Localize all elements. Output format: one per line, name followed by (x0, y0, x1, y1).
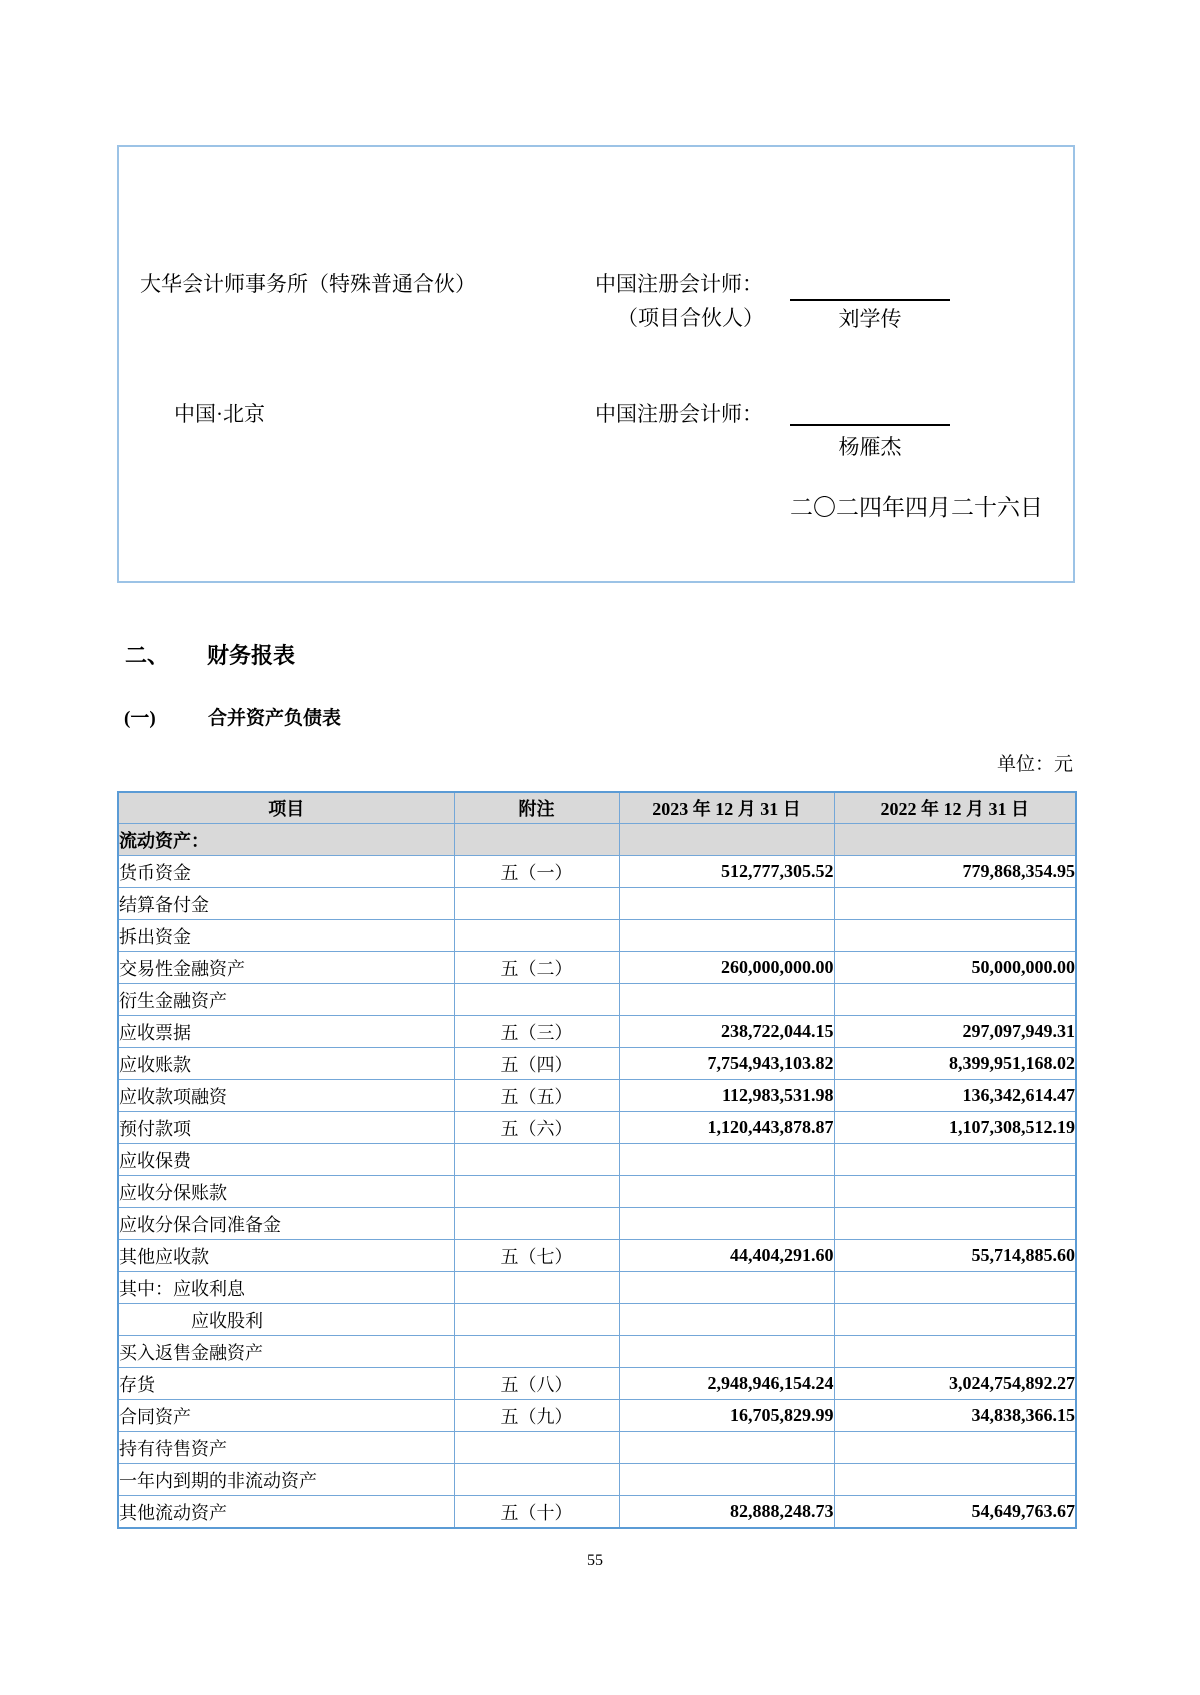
value-2023-cell (619, 984, 834, 1016)
value-2023-cell (619, 1464, 834, 1496)
unit-label: 单位：元 (996, 754, 1073, 775)
value-2023-cell (619, 888, 834, 920)
value-2023-cell: 1,120,443,878.87 (619, 1112, 834, 1144)
item-cell: 持有待售资产 (118, 1432, 454, 1464)
table-row (118, 1176, 1076, 1208)
note-cell (454, 1304, 619, 1336)
value-2022-cell (834, 824, 1076, 856)
item-cell: 衍生金融资产 (118, 984, 454, 1016)
value-2023-cell: 7,754,943,103.82 (619, 1048, 834, 1080)
item-cell: 其中：应收利息 (118, 1272, 454, 1304)
note-cell: 五（四） (454, 1048, 619, 1080)
note-cell: 五（八） (454, 1368, 619, 1400)
value-2022-cell: 136,342,614.47 (834, 1080, 1076, 1112)
note-cell (454, 984, 619, 1016)
value-2022-cell: 34,838,366.15 (834, 1400, 1076, 1432)
table-row (118, 1112, 1076, 1144)
table-row (118, 920, 1076, 952)
note-cell (454, 824, 619, 856)
value-2023-cell (619, 1144, 834, 1176)
value-2023-cell (619, 1208, 834, 1240)
value-2023-cell: 260,000,000.00 (619, 952, 834, 984)
cpa-label-1: 中国注册会计师： (595, 272, 763, 296)
note-cell (454, 1208, 619, 1240)
item-cell: 应收票据 (118, 1016, 454, 1048)
table-row (118, 1048, 1076, 1080)
note-cell: 五（五） (454, 1080, 619, 1112)
section-title: 财务报表 (207, 643, 296, 668)
value-2023-cell (619, 1304, 834, 1336)
item-cell: 买入返售金融资产 (118, 1336, 454, 1368)
value-2023-cell (619, 824, 834, 856)
note-cell: 五（十） (454, 1496, 619, 1529)
table-row (118, 1080, 1076, 1112)
page-number: 55 (587, 1552, 603, 1569)
section-heading (125, 644, 295, 668)
table-row (118, 1208, 1076, 1240)
note-cell: 五（七） (454, 1240, 619, 1272)
item-cell: 应收股利 (118, 1304, 454, 1336)
value-2023-cell (619, 920, 834, 952)
item-cell: 流动资产： (118, 824, 454, 856)
item-cell: 拆出资金 (118, 920, 454, 952)
note-cell (454, 888, 619, 920)
value-2022-cell (834, 888, 1076, 920)
note-cell: 五（二） (454, 952, 619, 984)
header-item: 项目 (118, 792, 454, 824)
header-2023: 2023 年 12 月 31 日 (619, 792, 834, 824)
note-cell: 五（六） (454, 1112, 619, 1144)
item-cell: 合同资产 (118, 1400, 454, 1432)
firm-location: 中国·北京 (174, 402, 265, 426)
note-cell (454, 1432, 619, 1464)
table-row (118, 984, 1076, 1016)
note-cell (454, 1336, 619, 1368)
value-2022-cell (834, 1176, 1076, 1208)
value-2022-cell: 55,714,885.60 (834, 1240, 1076, 1272)
signature-box (117, 145, 1075, 583)
signer-name-1: 刘学传 (838, 307, 902, 331)
item-cell: 应收分保合同准备金 (118, 1208, 454, 1240)
note-cell (454, 1176, 619, 1208)
value-2023-cell: 44,404,291.60 (619, 1240, 834, 1272)
audit-firm-name: 大华会计师事务所（特殊普通合伙） (140, 272, 476, 296)
header-2022: 2022 年 12 月 31 日 (834, 792, 1076, 824)
value-2022-cell: 54,649,763.67 (834, 1496, 1076, 1529)
table-row (118, 1240, 1076, 1272)
value-2022-cell (834, 1272, 1076, 1304)
table-row (118, 1464, 1076, 1496)
item-cell: 应收保费 (118, 1144, 454, 1176)
item-cell: 存货 (118, 1368, 454, 1400)
cpa-label-2: 中国注册会计师： (595, 402, 763, 426)
note-cell (454, 920, 619, 952)
table-row (118, 1304, 1076, 1336)
note-cell (454, 1464, 619, 1496)
value-2023-cell (619, 1176, 834, 1208)
item-cell: 应收款项融资 (118, 1080, 454, 1112)
item-cell: 其他流动资产 (118, 1496, 454, 1529)
table-row (118, 1016, 1076, 1048)
report-date: 二〇二四年四月二十六日 (790, 495, 1043, 520)
signature-line-1 (790, 299, 950, 301)
table-row (118, 1336, 1076, 1368)
value-2022-cell (834, 1208, 1076, 1240)
value-2022-cell: 779,868,354.95 (834, 856, 1076, 888)
value-2023-cell: 82,888,248.73 (619, 1496, 834, 1529)
value-2022-cell (834, 984, 1076, 1016)
item-cell: 预付款项 (118, 1112, 454, 1144)
value-2022-cell (834, 1464, 1076, 1496)
subsection-title: 合并资产负债表 (208, 708, 342, 729)
section-number: 二、 (125, 643, 170, 668)
table-row (118, 1496, 1076, 1529)
item-cell: 应收分保账款 (118, 1176, 454, 1208)
value-2023-cell (619, 1272, 834, 1304)
value-2022-cell: 8,399,951,168.02 (834, 1048, 1076, 1080)
value-2022-cell: 3,024,754,892.27 (834, 1368, 1076, 1400)
subsection-number: (一) (124, 708, 156, 729)
table-row (118, 1144, 1076, 1176)
subsection-heading (124, 708, 341, 730)
note-cell (454, 1272, 619, 1304)
value-2022-cell (834, 1144, 1076, 1176)
value-2022-cell (834, 1304, 1076, 1336)
item-cell: 结算备付金 (118, 888, 454, 920)
item-cell: 交易性金融资产 (118, 952, 454, 984)
partner-label: （项目合伙人） (617, 306, 764, 330)
value-2022-cell: 297,097,949.31 (834, 1016, 1076, 1048)
table-row (118, 1272, 1076, 1304)
value-2023-cell: 16,705,829.99 (619, 1400, 834, 1432)
table-row (118, 856, 1076, 888)
note-cell (454, 1144, 619, 1176)
balance-sheet-table (117, 791, 1077, 1529)
table-row (118, 1400, 1076, 1432)
value-2023-cell: 512,777,305.52 (619, 856, 834, 888)
value-2023-cell: 238,722,044.15 (619, 1016, 834, 1048)
note-cell: 五（九） (454, 1400, 619, 1432)
value-2022-cell: 1,107,308,512.19 (834, 1112, 1076, 1144)
section-row (118, 824, 1076, 856)
value-2023-cell (619, 1432, 834, 1464)
value-2022-cell: 50,000,000.00 (834, 952, 1076, 984)
signer-name-2: 杨雁杰 (838, 435, 902, 459)
value-2023-cell: 2,948,946,154.24 (619, 1368, 834, 1400)
balance-sheet-body (118, 824, 1076, 1529)
value-2022-cell (834, 1336, 1076, 1368)
item-cell: 应收账款 (118, 1048, 454, 1080)
value-2022-cell (834, 920, 1076, 952)
note-cell: 五（一） (454, 856, 619, 888)
table-row (118, 952, 1076, 984)
item-cell: 一年内到期的非流动资产 (118, 1464, 454, 1496)
table-row (118, 1368, 1076, 1400)
table-row (118, 888, 1076, 920)
value-2022-cell (834, 1432, 1076, 1464)
note-cell: 五（三） (454, 1016, 619, 1048)
item-cell: 货币资金 (118, 856, 454, 888)
value-2023-cell: 112,983,531.98 (619, 1080, 834, 1112)
table-row (118, 1432, 1076, 1464)
item-cell: 其他应收款 (118, 1240, 454, 1272)
header-note: 附注 (454, 792, 619, 824)
table-header-row (118, 792, 1076, 824)
signature-line-2 (790, 424, 950, 426)
value-2023-cell (619, 1336, 834, 1368)
